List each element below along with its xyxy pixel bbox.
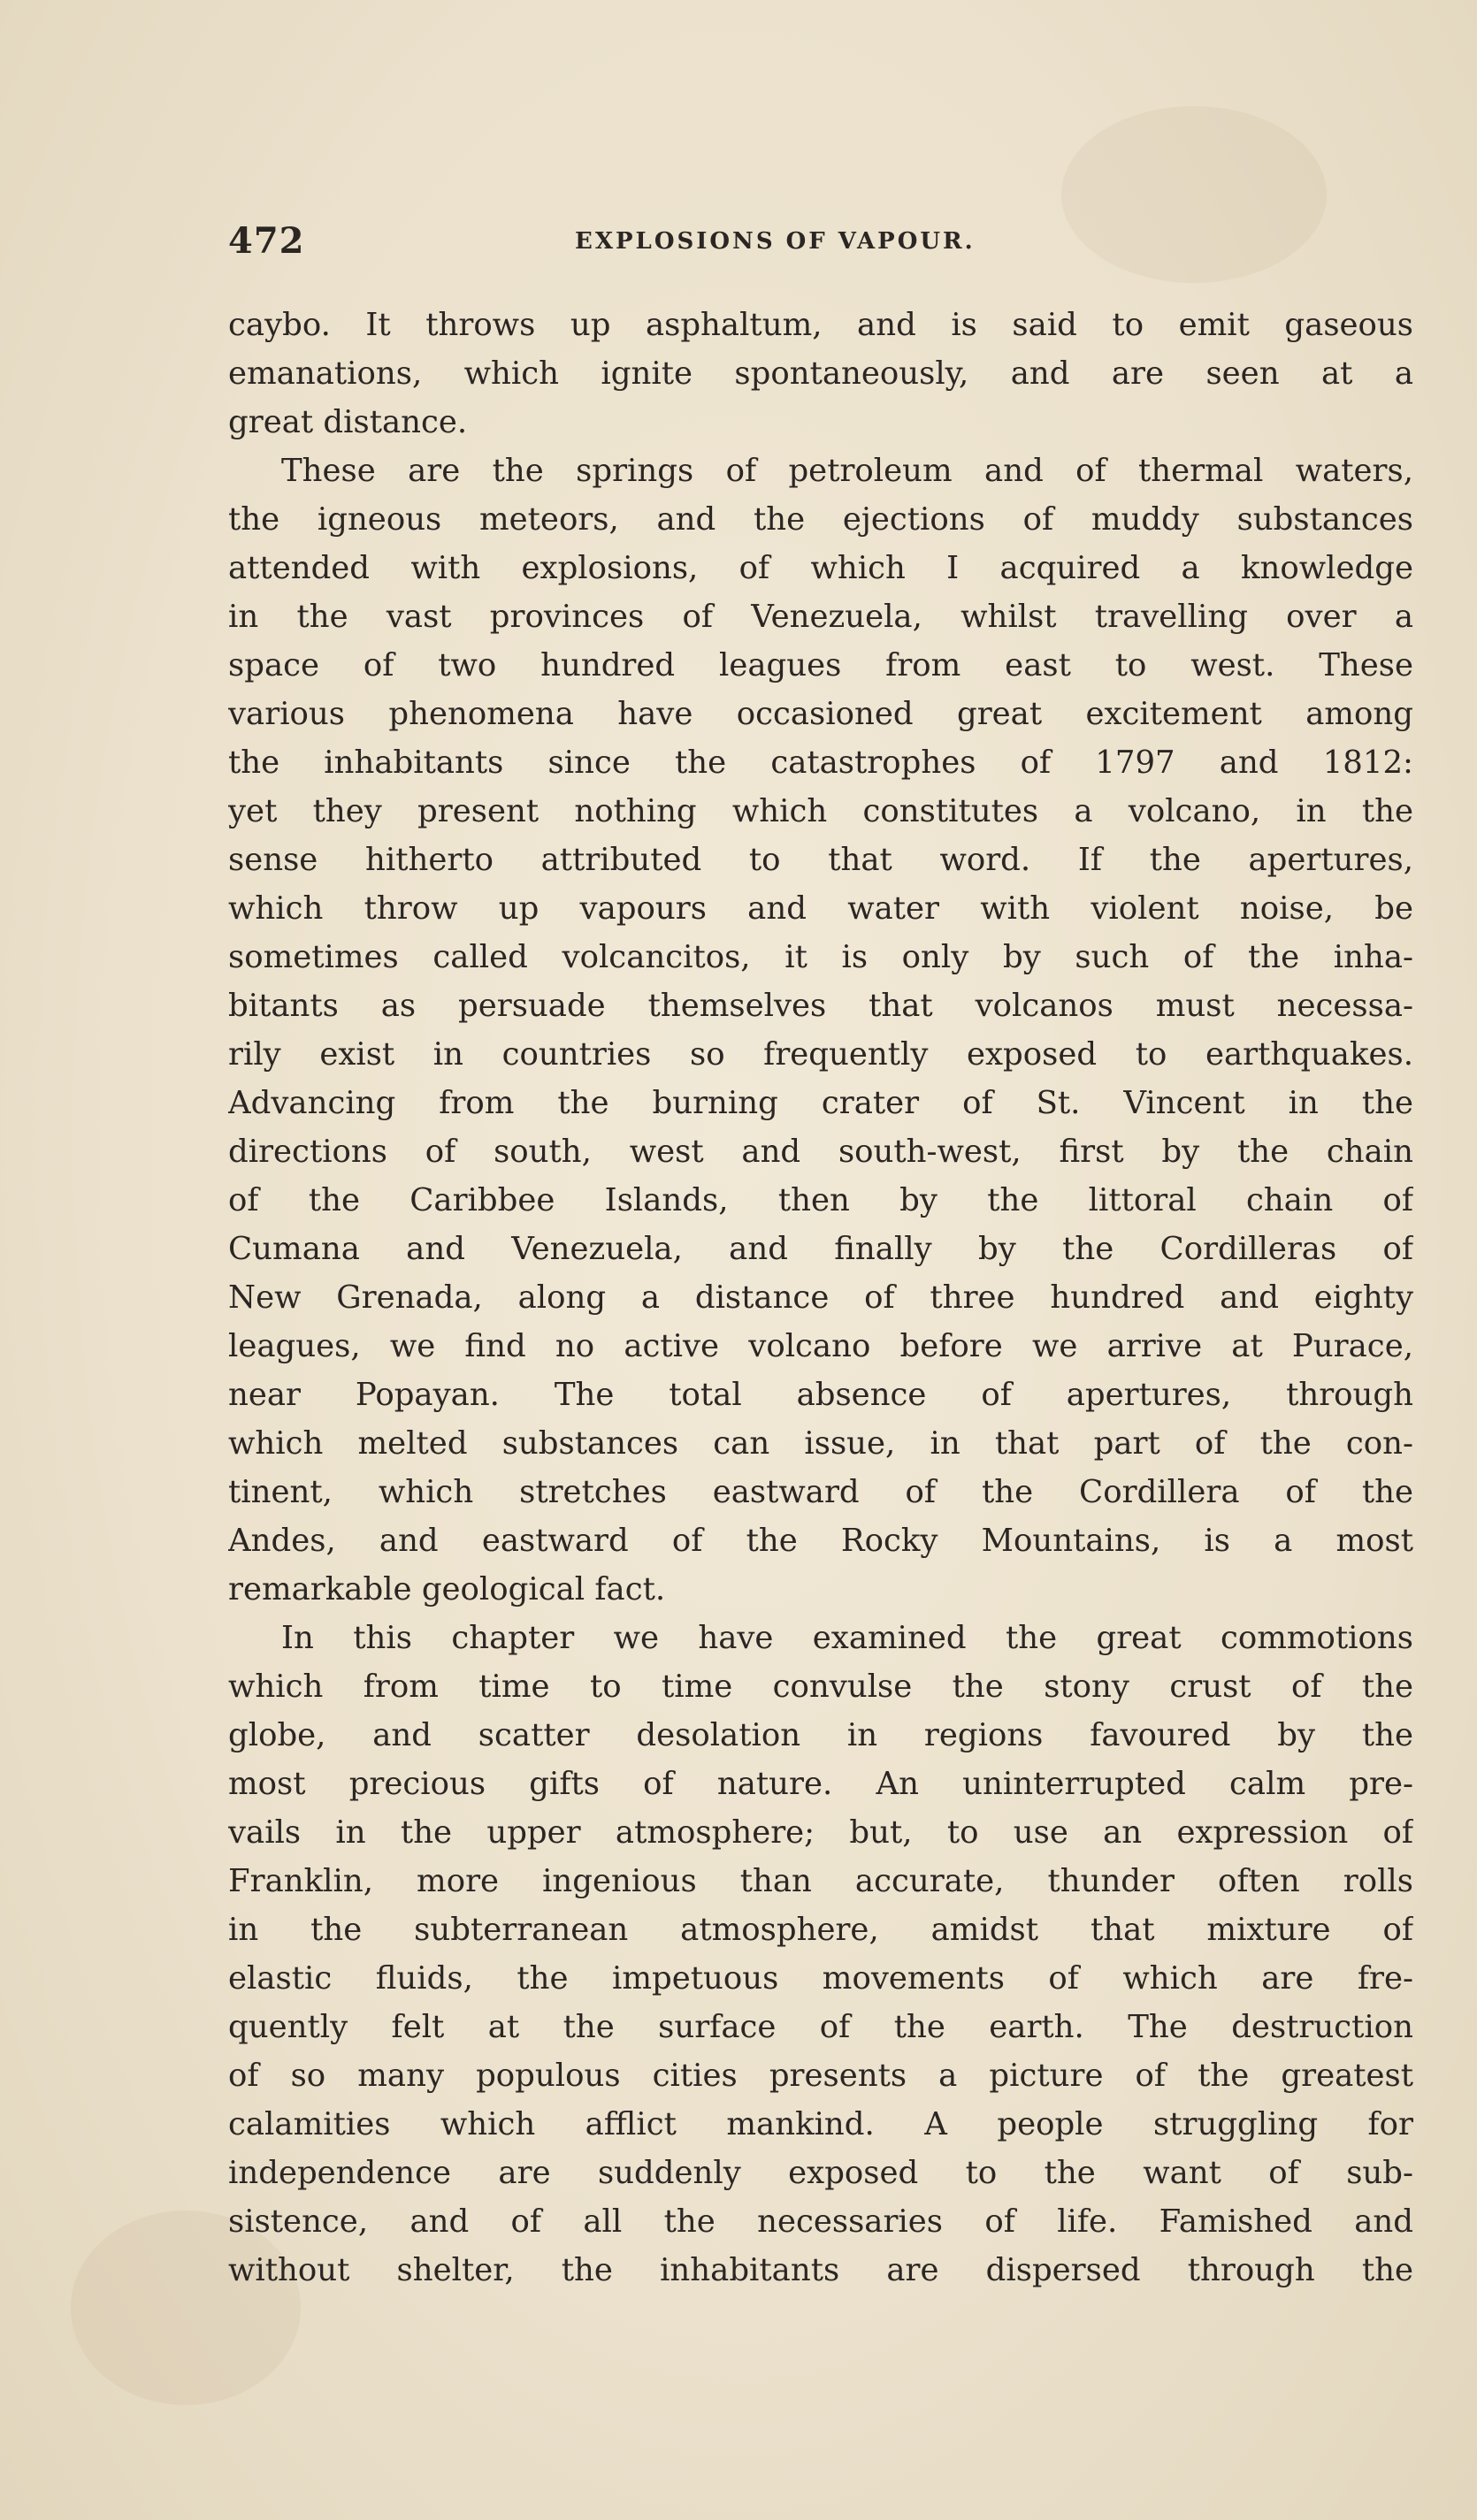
text-line: elastic fluids, the impetuous movements of which are fre-: [228, 1960, 1413, 1997]
text-line: rily exist in countries so frequently exposed to earthquakes.: [228, 1036, 1413, 1073]
text-line: calamities which afflict mankind. A people struggling for: [228, 2106, 1413, 2142]
text-line: which melted substances can issue, in that part of the con-: [228, 1425, 1413, 1462]
text-line: which from time to time convulse the stony crust of the: [228, 1669, 1413, 1705]
text-line: leagues, we find no active volcano before we arrive at Purace,: [228, 1328, 1413, 1364]
text-line: caybo. It throws up asphaltum, and is said to emit gaseous: [228, 307, 1413, 343]
text-line: globe, and scatter desolation in regions favoured by the: [228, 1717, 1413, 1753]
text-line: sometimes called volcancitos, it is only by such of the inha-: [228, 939, 1413, 975]
text-line: which throw up vapours and water with violent noise, be: [228, 890, 1413, 927]
text-line: near Popayan. The total absence of apertures, through: [228, 1377, 1413, 1413]
text-line: Advancing from the burning crater of St. Vincent in the: [228, 1085, 1413, 1121]
text-line: in the subterranean atmosphere, amidst that mixture of: [228, 1912, 1413, 1948]
text-line: In this chapter we have examined the great commotions: [281, 1620, 1413, 1656]
text-line: independence are suddenly exposed to the want of sub-: [228, 2155, 1413, 2191]
text-line: the inhabitants since the catastrophes of 1797 and 1812:: [228, 745, 1413, 781]
text-line: great distance.: [228, 404, 468, 440]
text-line: Cumana and Venezuela, and finally by the Cordilleras of: [228, 1231, 1413, 1267]
text-line: without shelter, the inhabitants are dispersed through the: [228, 2252, 1413, 2288]
body-text: [228, 301, 1413, 2295]
text-line: directions of south, west and south-west, first by the chain: [228, 1134, 1413, 1170]
text-line: These are the springs of petroleum and of thermal waters,: [281, 453, 1413, 489]
running-head: [0, 215, 1477, 268]
text-line: sistence, and of all the necessaries of life. Famished and: [228, 2203, 1413, 2240]
text-line: in the vast provinces of Venezuela, whilst travelling over a: [228, 599, 1413, 635]
text-line: most precious gifts of nature. An uninterrupted calm pre-: [228, 1766, 1413, 1802]
text-line: various phenomena have occasioned great excitement among: [228, 696, 1413, 732]
text-line: sense hitherto attributed to that word. If the apertures,: [228, 842, 1413, 878]
text-line: Franklin, more ingenious than accurate, thunder often rolls: [228, 1863, 1413, 1899]
text-line: Andes, and eastward of the Rocky Mountains, is a most: [228, 1523, 1413, 1559]
text-line: of so many populous cities presents a picture of the greatest: [228, 2058, 1413, 2094]
text-line: of the Caribbee Islands, then by the littoral chain of: [228, 1182, 1413, 1218]
text-line: vails in the upper atmosphere; but, to use an expression of: [228, 1814, 1413, 1851]
text-line: New Grenada, along a distance of three hundred and eighty: [228, 1279, 1413, 1316]
text-line: attended with explosions, of which I acquired a knowledge: [228, 550, 1413, 586]
text-line: space of two hundred leagues from east to west. These: [228, 647, 1413, 683]
chapter-title: EXPLOSIONS OF VAPOUR.: [575, 228, 976, 255]
text-line: emanations, which ignite spontaneously, and are seen at a: [228, 355, 1413, 392]
page-number: 472: [228, 220, 305, 262]
text-line: tinent, which stretches eastward of the Cordillera of the: [228, 1474, 1413, 1510]
text-line: yet they present nothing which constitutes a volcano, in the: [228, 793, 1413, 829]
text-line: quently felt at the surface of the earth. The destruction: [228, 2009, 1413, 2045]
text-line: bitants as persuade themselves that volcanos must necessa-: [228, 988, 1413, 1024]
text-line: remarkable geological fact.: [228, 1571, 666, 1607]
text-line: the igneous meteors, and the ejections of muddy substances: [228, 501, 1413, 538]
